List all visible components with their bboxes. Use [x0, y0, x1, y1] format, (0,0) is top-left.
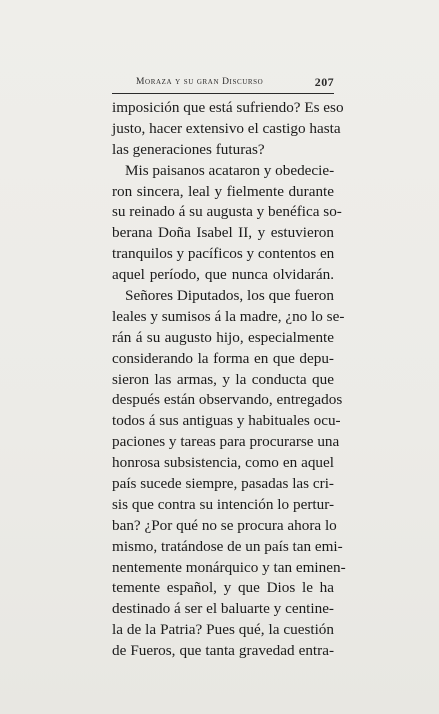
text-line: considerando la forma en que depu-	[112, 349, 334, 367]
text-line: temente español, y que Dios le ha	[112, 579, 334, 597]
paragraph	[112, 161, 342, 286]
text-line: país sucede siempre, pasadas las cri-	[112, 475, 334, 493]
text-line: paciones y tareas para procurarse una	[112, 433, 340, 451]
text-line: sieron las armas, y la conducta que	[112, 370, 334, 388]
paragraph	[112, 286, 346, 662]
text-line: destinado á ser el baluarte y centine-	[112, 600, 334, 618]
text-line: las generaciones futuras?	[112, 140, 265, 158]
text-line: la de la Patria? Pues qué, la cuestión	[112, 621, 334, 639]
text-line: leales y sumisos á la madre, ¿no lo se-	[112, 307, 345, 325]
text-line: Señores Diputados, los que fueron	[125, 287, 334, 305]
running-title: Moraza y su gran Discurso	[136, 77, 264, 87]
text-line: berana Doña Isabel II, y estuvieron	[112, 224, 334, 242]
text-line: imposición que está sufriendo? Es eso	[112, 99, 344, 116]
text-line: nentemente monárquico y tan eminen-	[112, 558, 346, 576]
text-line: su reinado á su augusta y benéfica so-	[112, 203, 342, 221]
text-line: tranquilos y pacíficos y contentos en	[112, 245, 335, 263]
paragraph	[112, 98, 344, 161]
text-line: aquel período, que nunca olvidarán.	[112, 266, 334, 284]
text-line: todos á sus antiguas y habituales ocu-	[112, 412, 341, 430]
text-line: sis que contra su intención lo pertur-	[112, 495, 334, 513]
header-rule	[112, 93, 334, 94]
page-header	[112, 74, 334, 90]
text-line: después están observando, entregados	[112, 391, 343, 409]
text-line: ron sincera, leal y fielmente durante	[112, 182, 334, 200]
text-line: justo, hacer extensivo el castigo hasta	[112, 119, 341, 137]
text-line: honrosa subsistencia, como en aquel	[112, 454, 334, 472]
text-line: rán á su augusto hijo, especialmente	[112, 328, 334, 346]
text-line: mismo, tratándose de un país tan emi-	[112, 537, 343, 555]
text-line: de Fueros, que tanta gravedad entra-	[112, 642, 334, 660]
text-line: Mis paisanos acataron y obedecie-	[125, 161, 335, 179]
text-line: ban? ¿Por qué no se procura ahora lo	[112, 516, 337, 534]
page-number: 207	[314, 75, 334, 89]
body-text	[112, 98, 346, 662]
